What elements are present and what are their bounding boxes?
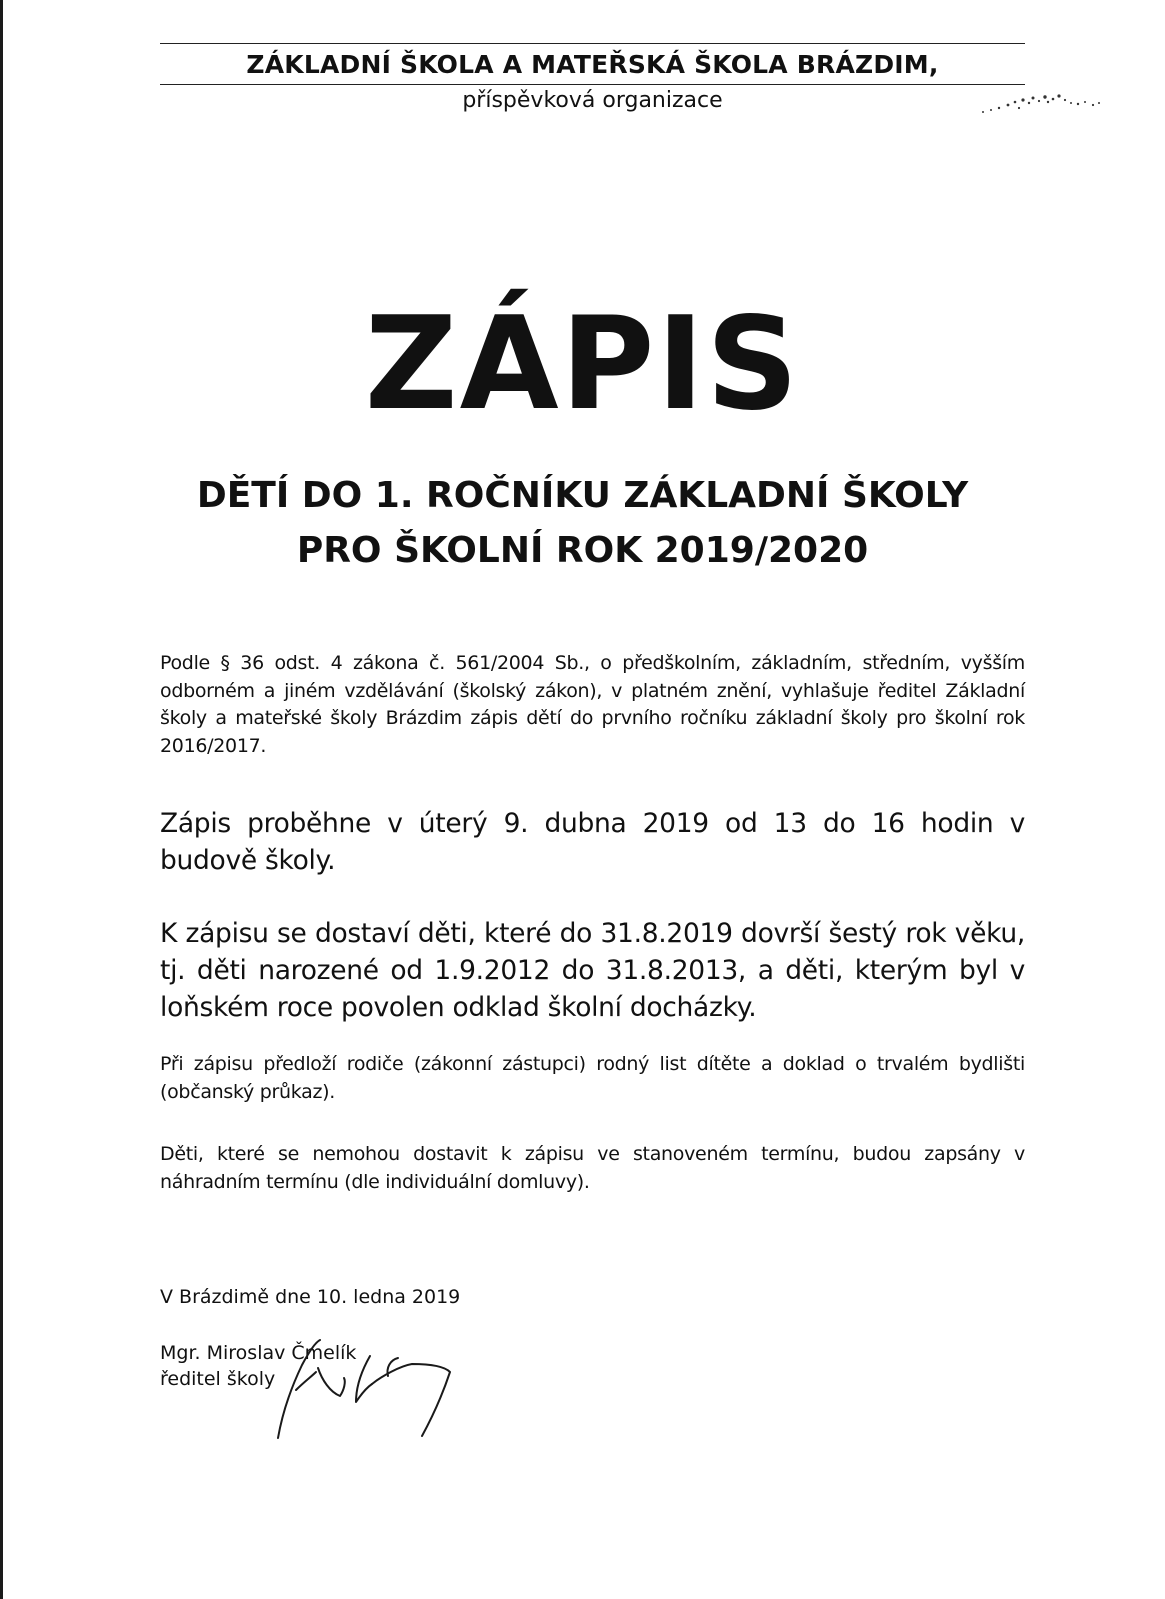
signer-role: ředitel školy: [160, 1368, 276, 1390]
required-documents-paragraph: Při zápisu předloží rodiče (zákonní zástupci) rodný list dítěte a doklad o trvalém bydlišti (občanský průkaz).: [160, 1053, 1025, 1103]
organization-type: příspěvková organizace: [462, 88, 723, 113]
header-bottom-rule: [160, 84, 1025, 85]
place-and-date: V Brázdimě dne 10. ledna 2019: [160, 1286, 461, 1308]
eligible-children-paragraph: K zápisu se dostaví děti, které do 31.8.2019 dovrší šestý rok věku, tj. děti narozené od 1.9.2012 do 31.8.2013, a děti, kterým byl v loňském roce povolen odklad školní docházky.: [160, 918, 1025, 1023]
date-and-place-paragraph: Zápis proběhne v úterý 9. dubna 2019 od 13 do 16 hodin v budově školy.: [160, 808, 1025, 876]
scan-page-edge: [0, 0, 3, 1599]
signer-name: Mgr. Miroslav Čmelík: [160, 1342, 357, 1364]
legal-basis-paragraph: Podle § 36 odst. 4 zákona č. 561/2004 Sb., o předškolním, základním, středním, vyšším odborném a jiném vzdělávání (školský zákon), v platném znění, vyhlašuje ředitel Základní školy a mateřské školy Brázdim zápis dětí do prvního ročníku základní školy pro školní rok 2016/2017.: [160, 652, 1025, 757]
subtitle-line-2: PRO ŠKOLNÍ ROK 2019/2020: [296, 530, 869, 571]
subtitle-line-1: DĚTÍ DO 1. ROČNÍKU ZÁKLADNÍ ŠKOLY: [196, 475, 969, 516]
school-name: ZÁKLADNÍ ŠKOLA A MATEŘSKÁ ŠKOLA BRÁZDIM,: [246, 50, 939, 79]
main-title: ZÁPIS: [364, 290, 801, 439]
header-top-rule: [160, 43, 1025, 44]
scan-specks: [975, 90, 1115, 130]
handwritten-signature: [260, 1320, 470, 1450]
alternative-date-paragraph: Děti, které se nemohou dostavit k zápisu ve stanoveném termínu, budou zapsány v náhradním termínu (dle individuální domluvy).: [160, 1143, 1025, 1193]
